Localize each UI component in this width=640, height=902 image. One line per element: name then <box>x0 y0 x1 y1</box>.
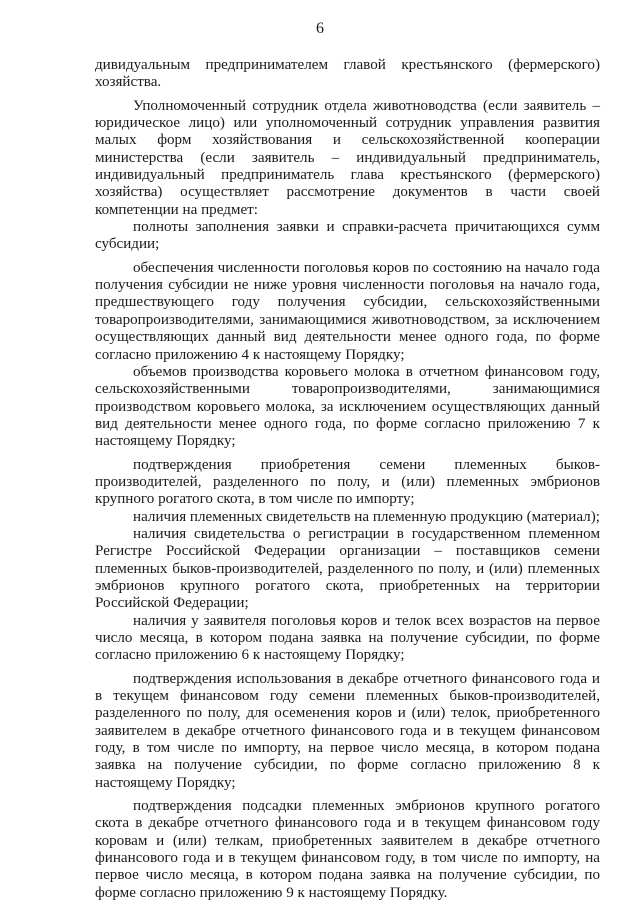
paragraph-4: обеспечения численности поголовья коров по состоянию на начало года получения субсидии не ниже уровня численности поголовья на начало года, предшествующего году получения субсидии, сельскохозяйственными товаропроизводителями, занимающимися животноводством, за исключением осуществляющих данный вид деятельности менее одного года, по форме согласно приложению 4 к настоящему Порядку; <box>95 259 600 363</box>
paragraph-7: наличия племенных свидетельств на племенную продукцию (материал); <box>133 508 600 525</box>
paragraph-2: Уполномоченный сотрудник отдела животноводства (если заявитель – юридическое лицо) или уполномоченный сотрудник управления развития малых форм хозяйствования и сельскохозяйственной кооперации министерства (если заявитель – индивидуальный предприниматель, индивидуальный предприниматель глава крестьянского (фермерского) хозяйства) осуществляет рассмотрение документов в части своей компетенции на предмет: <box>95 97 600 218</box>
paragraph-10: подтверждения использования в декабре отчетного финансового года и в текущем финансовом году семени племенных быков-производителей, разделенного по полу, для осеменения коров и (или) телок, приобретенного заявителем в декабре отчетного финансового года и в текущем финансовом году, в том числе по импорту, на первое число месяца, в котором подана заявка на получение субсидии, по форме согласно приложению 8 к настоящему Порядку; <box>95 670 600 791</box>
paragraph-5: объемов производства коровьего молока в отчетном финансовом году, сельскохозяйственными товаропроизводителями, занимающимися производством коровьего молока, за исключением осуществляющих данный вид деятельности менее одного года, по форме согласно приложению 7 к настоящему Порядку; <box>95 363 600 450</box>
paragraph-11: подтверждения подсадки племенных эмбрионов крупного рогатого скота в декабре отчетного финансового года и в текущем финансовом году коровам и (или) телкам, приобретенных заявителем в декабре отчетного финансового года и в текущем финансовом году, в том числе по импорту, на первое число месяца, в котором подана заявка на получение субсидии, по форме согласно приложению 9 к настоящему Порядку. <box>95 798 600 901</box>
paragraph-1: дивидуальным предпринимателем главой крестьянского (фермерского) хозяйства. <box>95 57 600 91</box>
paragraph-9: наличия у заявителя поголовья коров и телок всех возрастов на первое число месяца, в котором подана заявка на получение субсидии, по форме согласно приложению 6 к настоящему Порядку; <box>95 612 600 664</box>
paragraph-6: подтверждения приобретения семени племенных быков-производителей, разделенного по полу, и (или) племенных эмбрионов крупного рогатого скота, в том числе по импорту; <box>95 456 600 508</box>
paragraph-8: наличия свидетельства о регистрации в государственном племенном Регистре Российской Федерации организации – поставщиков семени племенных быков-производителей, разделенного по полу, и (или) племенных эмбрионов крупного рогатого скота, приобретенных на территории Российской Федерации; <box>95 525 600 612</box>
page-number: 6 <box>316 20 324 37</box>
document-body <box>95 57 600 902</box>
paragraph-3: полноты заполнения заявки и справки-расчета причитающихся сумм субсидии; <box>95 219 600 253</box>
